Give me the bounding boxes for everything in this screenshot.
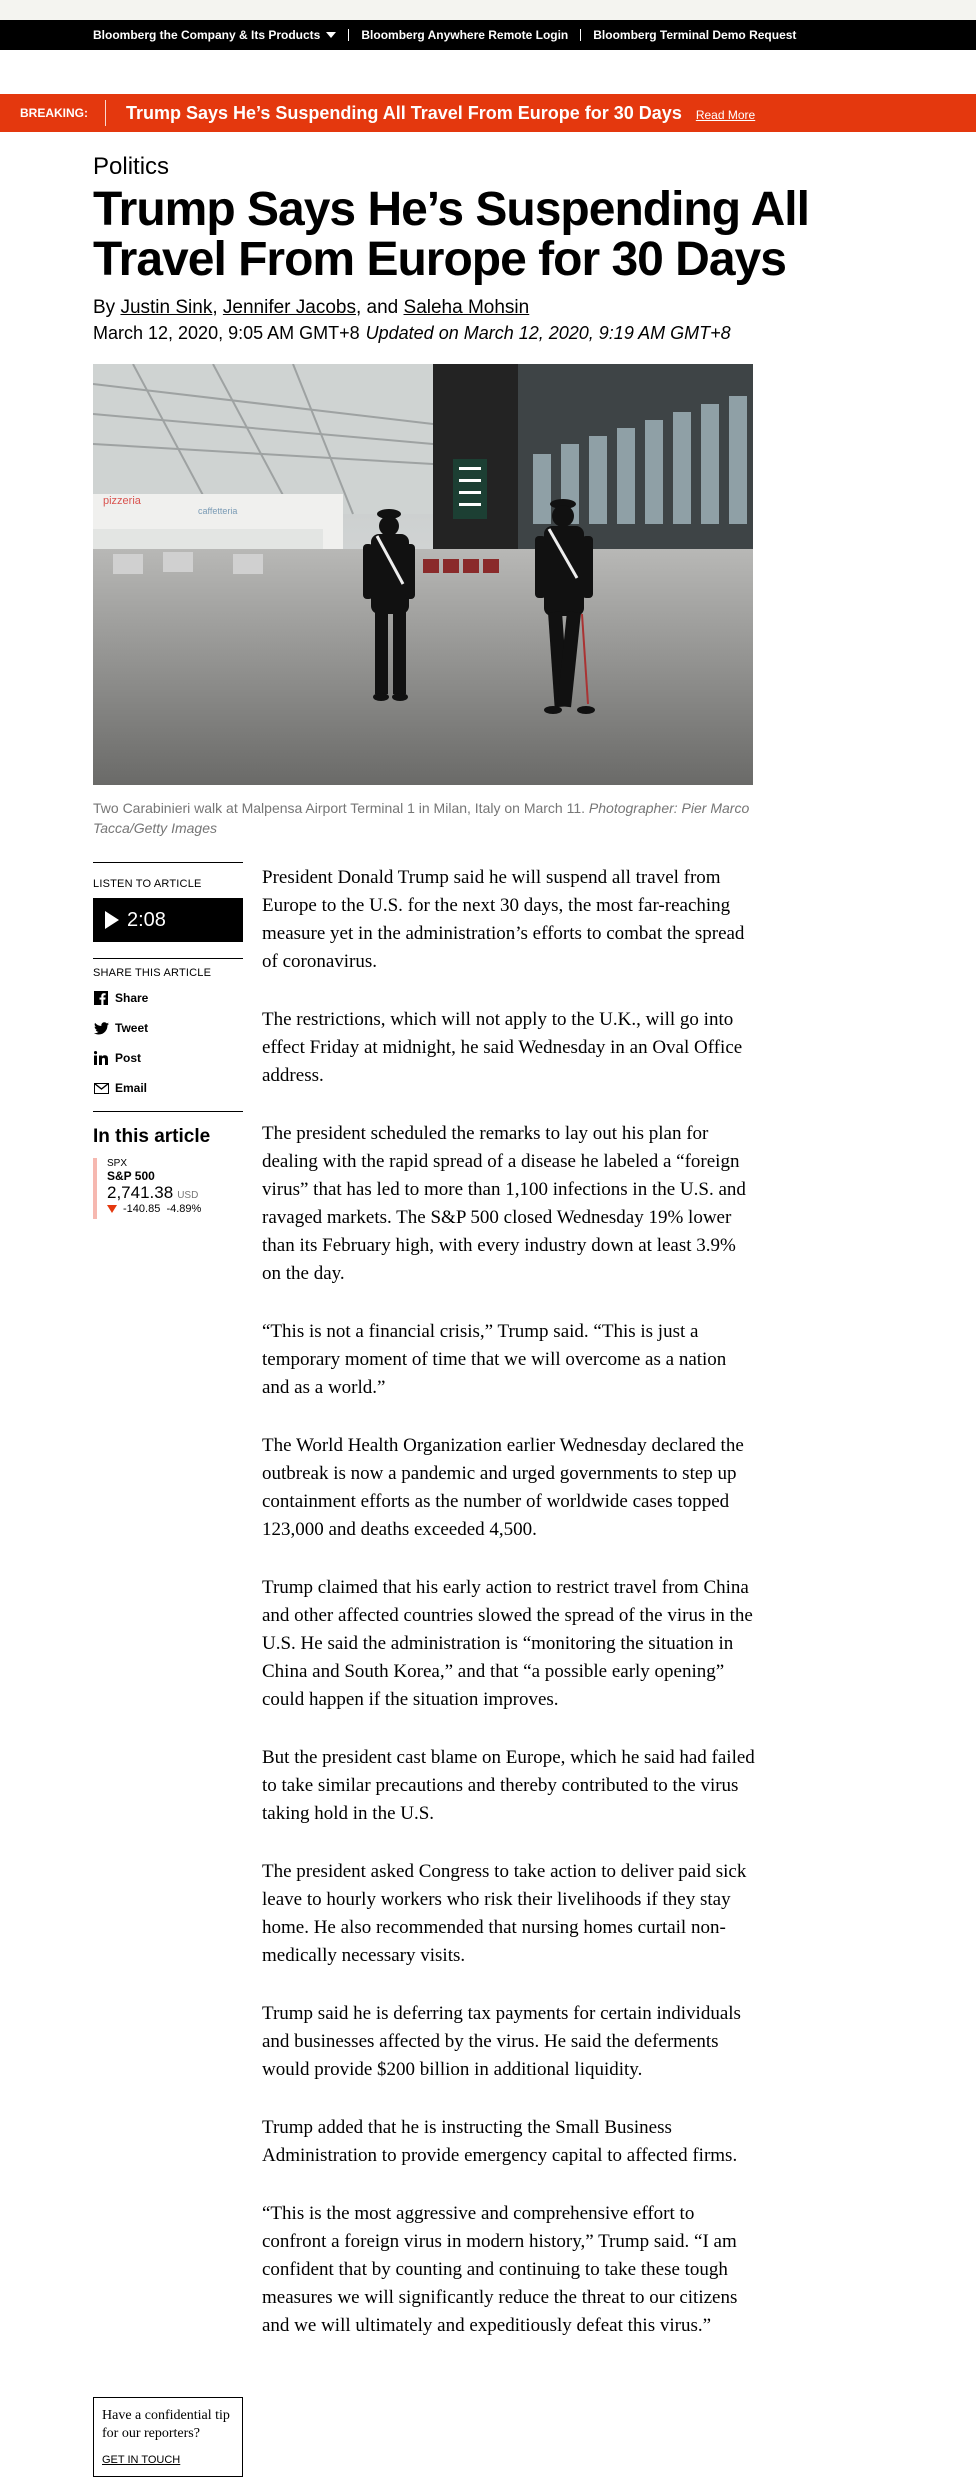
- byline: [93, 297, 529, 319]
- photo-credit: Photographer: Pier Marco Tacca/Getty Images: [93, 800, 750, 836]
- share-facebook-label: Share: [115, 991, 149, 1005]
- section-kicker[interactable]: Politics: [93, 153, 170, 180]
- lead-photo: [93, 364, 753, 785]
- nav-company-products[interactable]: [93, 28, 336, 42]
- publish-date: March 12, 2020, 9:05 AM GMT+8: [93, 323, 360, 343]
- tip-text: Have a confidential tip for our reporters?: [102, 2408, 230, 2441]
- breaking-label: BREAKING:: [20, 106, 88, 120]
- article-title: Trump Says He’s Suspending All Travel From Europe for 30 Days: [93, 183, 809, 286]
- breaking-news-banner: [0, 94, 976, 132]
- author-link[interactable]: Saleha Mohsin: [403, 297, 530, 318]
- nav-demo-request[interactable]: Bloomberg Terminal Demo Request: [593, 28, 797, 42]
- sidebar-rule: [93, 1111, 243, 1112]
- author-link[interactable]: Jennifer Jacobs: [222, 297, 356, 318]
- ticker-price: 2,741.38: [107, 1183, 174, 1202]
- share-twitter-button[interactable]: [93, 1013, 243, 1043]
- ticker-card[interactable]: [93, 1158, 243, 1219]
- facebook-icon: [93, 990, 109, 1006]
- ticker-name: S&P 500: [107, 1169, 155, 1183]
- updated-date: Updated on March 12, 2020, 9:19 AM GMT+8: [365, 323, 731, 343]
- sidebar-rule: [93, 958, 243, 959]
- nav-company-products-label: Bloomberg the Company & Its Products: [93, 28, 321, 42]
- caption-text: Two Carabinieri walk at Malpensa Airport Terminal 1 in Milan, Italy on March 11.: [93, 800, 586, 816]
- share-facebook-button[interactable]: [93, 983, 243, 1013]
- get-in-touch-link[interactable]: GET IN TOUCH: [102, 2454, 181, 2466]
- airport-terminal-photo: [93, 364, 753, 785]
- article-body: [262, 864, 757, 2370]
- listen-play-button[interactable]: [93, 898, 243, 942]
- banner-divider: [105, 100, 106, 126]
- nav-divider: [580, 29, 581, 41]
- listen-label: LISTEN TO ARTICLE: [93, 878, 202, 890]
- article-paragraph: The president asked Congress to take action to deliver paid sick leave to hourly workers who risk their livelihoods if they stay home. He also recommended that nursing homes curtail non-medically necessary visits.: [262, 1861, 747, 1966]
- author-link[interactable]: Justin Sink: [120, 297, 213, 318]
- photo-sign-pizzeria: pizzeria: [103, 495, 141, 507]
- ticker-change-pct: -4.89%: [166, 1203, 202, 1215]
- dateline: [93, 323, 731, 344]
- article-paragraph: But the president cast blame on Europe, which he said had failed to take similar precautions and thereby contributed to the virus taking hold in the U.S.: [262, 1747, 755, 1824]
- listen-duration: 2:08: [127, 908, 166, 931]
- top-strip: [0, 0, 976, 20]
- ticker-symbol: SPX: [107, 1158, 128, 1169]
- article-paragraph: President Donald Trump said he will suspend all travel from Europe to the U.S. for the next 30 days, the most far-reaching measure yet in the administration’s efforts to combat the spread of coronavirus.: [262, 867, 745, 972]
- twitter-icon: [93, 1020, 109, 1036]
- article-paragraph: “This is the most aggressive and comprehensive effort to confront a foreign virus in modern history,” Trump said. “I am confident that by counting and continuing to take these tough measures we will significantly reduce the threat to our citizens and we will ultimately and expeditiously defeat this virus.”: [262, 2203, 738, 2336]
- chevron-down-icon: [326, 32, 336, 38]
- share-twitter-label: Tweet: [115, 1021, 149, 1035]
- article-paragraph: The president scheduled the remarks to lay out his plan for dealing with the rapid spread of a disease he labeled a “foreign virus” that has led to more than 1,100 infections in the U.S. and ravaged markets. The S&P 500 closed Wednesday 19% lower than its February high, with every industry down at least 3.9% on the day.: [262, 1123, 746, 1284]
- byline-separator: ,: [212, 297, 223, 318]
- top-nav: [0, 20, 976, 50]
- article-paragraph: Trump added that he is instructing the Small Business Administration to provide emergency capital to affected firms.: [262, 2117, 738, 2166]
- in-this-article-heading: In this article: [93, 1126, 211, 1147]
- article-paragraph: The restrictions, which will not apply to the U.K., will go into effect Friday at midnight, he said Wednesday in an Oval Office address.: [262, 1009, 743, 1086]
- sidebar-rule: [93, 862, 243, 863]
- ticker-currency: USD: [177, 1190, 199, 1201]
- article-paragraph: Trump said he is deferring tax payments for certain individuals and businesses affected by the virus. He said the deferments would provide $200 billion in additional liquidity.: [262, 2003, 741, 2080]
- share-email-label: Email: [115, 1081, 148, 1095]
- linkedin-icon: [93, 1050, 109, 1066]
- ticker-change-row: [107, 1203, 243, 1215]
- photo-caption: [93, 798, 753, 838]
- breaking-headline[interactable]: Trump Says He’s Suspending All Travel From Europe for 30 Days: [126, 102, 682, 123]
- share-linkedin-button[interactable]: [93, 1043, 243, 1073]
- byline-prefix: By: [93, 297, 121, 318]
- share-linkedin-label: Post: [115, 1051, 142, 1065]
- email-icon: [93, 1080, 109, 1096]
- share-label: SHARE THIS ARTICLE: [93, 967, 212, 979]
- play-icon: [105, 911, 119, 929]
- nav-remote-login[interactable]: Bloomberg Anywhere Remote Login: [361, 28, 569, 42]
- share-email-button[interactable]: [93, 1073, 243, 1103]
- read-more-link[interactable]: Read More: [695, 108, 756, 122]
- down-arrow-icon: [107, 1205, 117, 1213]
- byline-separator: , and: [355, 297, 404, 318]
- ticker-change: -140.85: [123, 1203, 161, 1215]
- ticker-price-row: [107, 1183, 243, 1203]
- article-sidebar: [93, 862, 243, 1219]
- article-paragraph: “This is not a financial crisis,” Trump said. “This is just a temporary moment of time that we will overcome as a nation and as a world.”: [262, 1321, 727, 1398]
- article-paragraph: The World Health Organization earlier Wednesday declared the outbreak is now a pandemic and urged governments to step up containment efforts as the number of worldwide cases topped 123,000 and deaths exceeded 4,500.: [262, 1435, 744, 1540]
- nav-divider: [348, 29, 349, 41]
- tip-box: [93, 2397, 243, 2477]
- photo-sign-caffetteria: caffetteria: [198, 506, 238, 516]
- article-paragraph: Trump claimed that his early action to restrict travel from China and other affected countries slowed the spread of the virus in the U.S. He said the administration is “monitoring the situation in China and South Korea,” and that “a possible early opening” could happen if the situation improves.: [262, 1577, 753, 1710]
